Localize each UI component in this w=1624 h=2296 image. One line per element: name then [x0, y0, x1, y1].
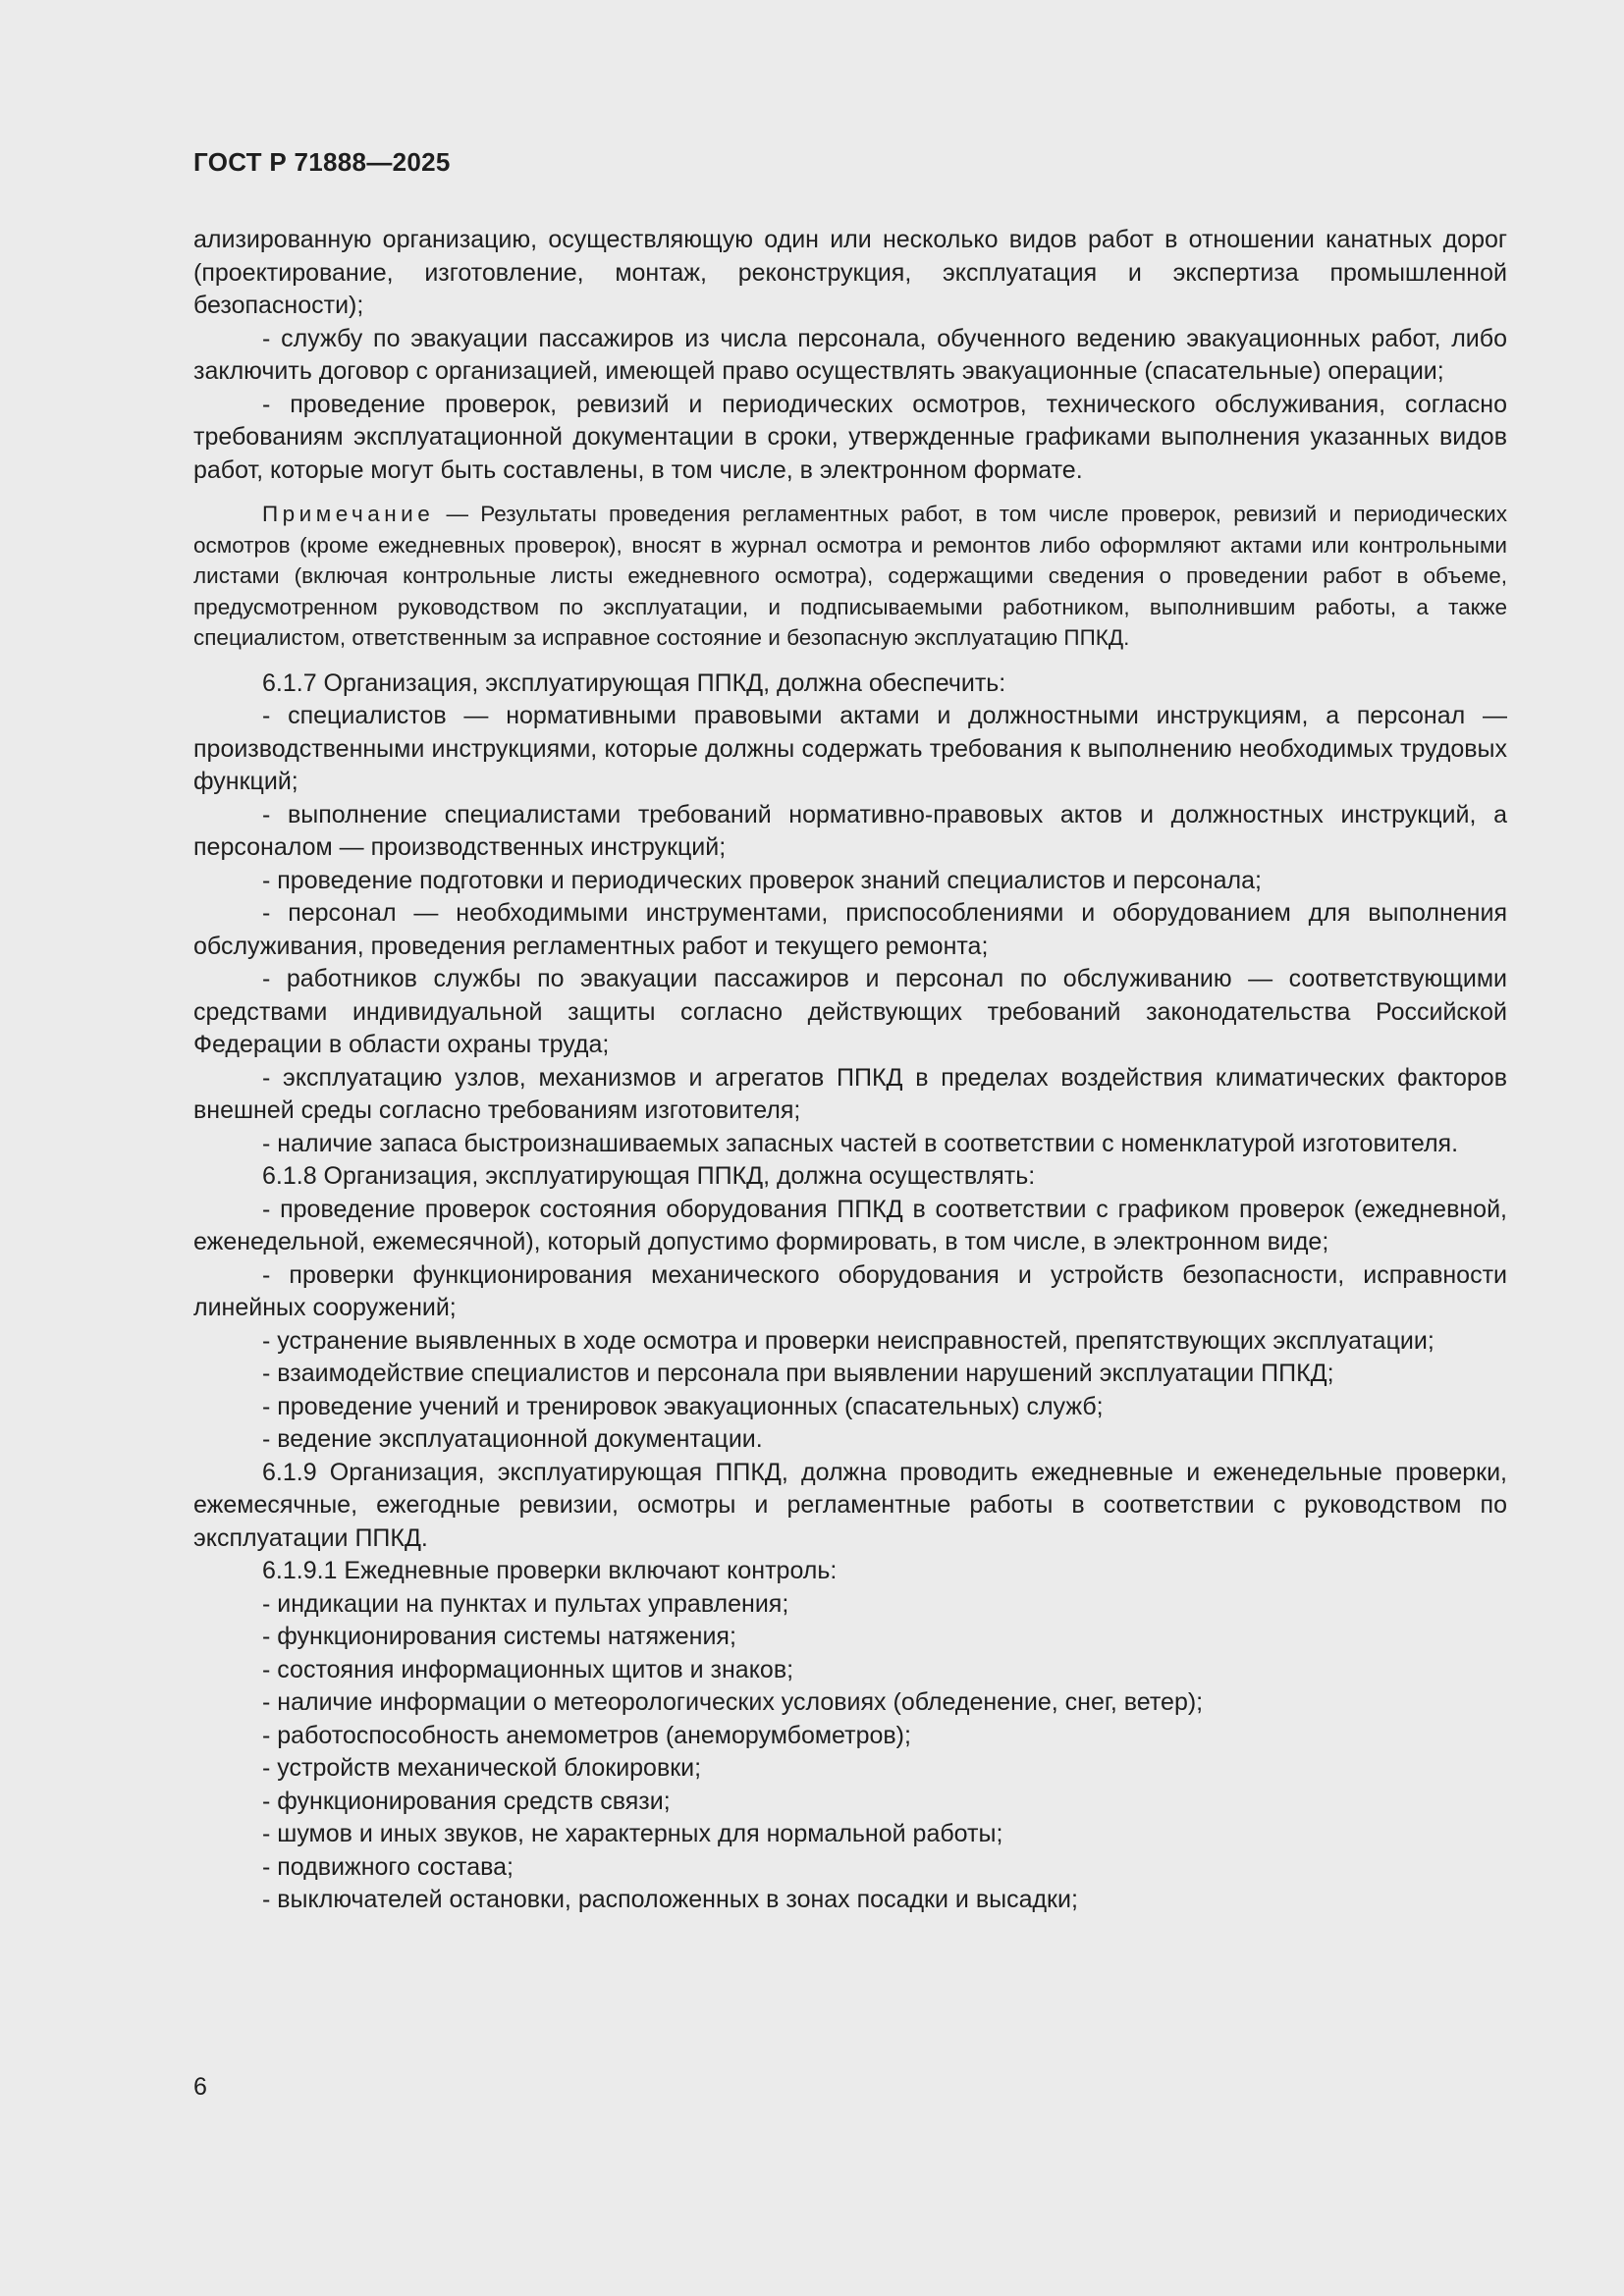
- list-item: - выключателей остановки, расположенных в зонах посадки и высадки;: [262, 1886, 1078, 1913]
- document-header: ГОСТ Р 71888—2025: [193, 147, 451, 177]
- clause-heading: 6.1.7 Организация, эксплуатирующая ППКД, должна обеспечить:: [262, 668, 1006, 697]
- list-item: - персонал — необходимыми инструментами, приспособлениями и оборудованием для выполнения обслуживания, проведения регламентных работ и текущего ремонта;: [193, 899, 1507, 960]
- clause-heading: 6.1.9.1 Ежедневные проверки включают контроль:: [262, 1557, 838, 1584]
- list-item: - проведение проверок состояния оборудования ППКД в соответствии с графиком проверок (ежедневной, еженедельной, ежемесячной), который допустимо формировать, в том числе, в электронном виде;: [193, 1195, 1507, 1255]
- list-item: - шумов и иных звуков, не характерных для нормальной работы;: [262, 1820, 1003, 1847]
- list-item: - устройств механической блокировки;: [262, 1754, 702, 1782]
- list-item: - выполнение специалистами требований нормативно-правовых актов и должностных инструкций, а персоналом — производственных инструкций;: [193, 800, 1507, 861]
- list-item: - специалистов — нормативными правовыми актами и должностными инструкциям, а персонал — производственными инструкциями, которые должны содержать требования к выполнению необходимых трудовых функций;: [193, 702, 1507, 795]
- page-number: 6: [193, 2073, 207, 2101]
- list-item: - функционирования средств связи;: [262, 1787, 671, 1815]
- clause-heading: 6.1.8 Организация, эксплуатирующая ППКД, должна осуществлять:: [262, 1162, 1036, 1190]
- list-item: - функционирования системы натяжения;: [262, 1623, 736, 1650]
- note-paragraph: [193, 499, 1507, 654]
- note-text: — Результаты проведения регламентных работ, в том числе проверок, ревизий и периодических осмотров (кроме ежедневных проверок), вносят в журнал осмотра и ремонтов либо оформляют актами или контрольными листами (включая контрольные листы ежедневного осмотра), содержащими сведения о проведении работ в объеме, предусмотренном руководством по эксплуатации, и подписываемыми работником, выполнившим работы, а также специалистом, ответственным за исправное состояние и безопасную эксплуатацию ППКД.: [193, 502, 1507, 650]
- list-item: - устранение выявленных в ходе осмотра и проверки неисправностей, препятствующих эксплуатации;: [262, 1326, 1435, 1355]
- list-item: - взаимодействие специалистов и персонала при выявлении нарушений эксплуатации ППКД;: [262, 1360, 1334, 1387]
- list-item: - проведение проверок, ревизий и периодических осмотров, технического обслуживания, согласно требованиям эксплуатационной документации в сроки, утвержденные графиками выполнения указанных видов работ, которые могут быть составлены, в том числе, в электронном формате.: [193, 390, 1507, 484]
- list-item: - индикации на пунктах и пультах управления;: [262, 1589, 789, 1618]
- list-item: - работников службы по эвакуации пассажиров и персонал по обслуживанию — соответствующими средствами индивидуальной защиты согласно действующих требований законодательства Российской Федерации в области охраны труда;: [193, 965, 1507, 1058]
- list-item: - ведение эксплуатационной документации.: [262, 1425, 763, 1453]
- list-item: - службу по эвакуации пассажиров из числа персонала, обученного ведению эвакуационных работ, либо заключить договор с организацией, имеющей право осуществлять эвакуационные (спасательные) операции;: [193, 324, 1507, 385]
- document-body: [193, 224, 1507, 1917]
- list-item: - проведение учений и тренировок эвакуационных (спасательных) служб;: [262, 1392, 1104, 1420]
- list-item: - эксплуатацию узлов, механизмов и агрегатов ППКД в пределах воздействия климатических факторов внешней среды согласно требованиям изготовителя;: [193, 1063, 1507, 1124]
- note-label: Примечание: [262, 502, 435, 526]
- list-item: - подвижного состава;: [262, 1852, 514, 1881]
- list-item: - проверки функционирования механического оборудования и устройств безопасности, исправности линейных сооружений;: [193, 1260, 1507, 1321]
- list-item: - проведение подготовки и периодических проверок знаний специалистов и персонала;: [262, 866, 1262, 894]
- list-item: - состояния информационных щитов и знаков;: [262, 1655, 794, 1683]
- list-item: - работоспособность анемометров (анеморумбометров);: [262, 1721, 911, 1749]
- clause-heading: 6.1.9 Организация, эксплуатирующая ППКД, должна проводить ежедневные и еженедельные проверки, ежемесячные, ежегодные ревизии, осмотры и регламентные работы в соответствии с руководством по эксплуатации ППКД.: [193, 1458, 1507, 1552]
- list-item: - наличие информации о метеорологических условиях (обледенение, снег, ветер);: [262, 1688, 1204, 1716]
- list-item: - наличие запаса быстроизнашиваемых запасных частей в соответствии с номенклатурой изготовителя.: [262, 1129, 1459, 1157]
- paragraph: ализированную организацию, осуществляющую один или несколько видов работ в отношении канатных дорог (проектирование, изготовление, монтаж, реконструкция, эксплуатация и экспертиза промышленной безопасности);: [193, 226, 1507, 319]
- note-block: [193, 499, 1507, 654]
